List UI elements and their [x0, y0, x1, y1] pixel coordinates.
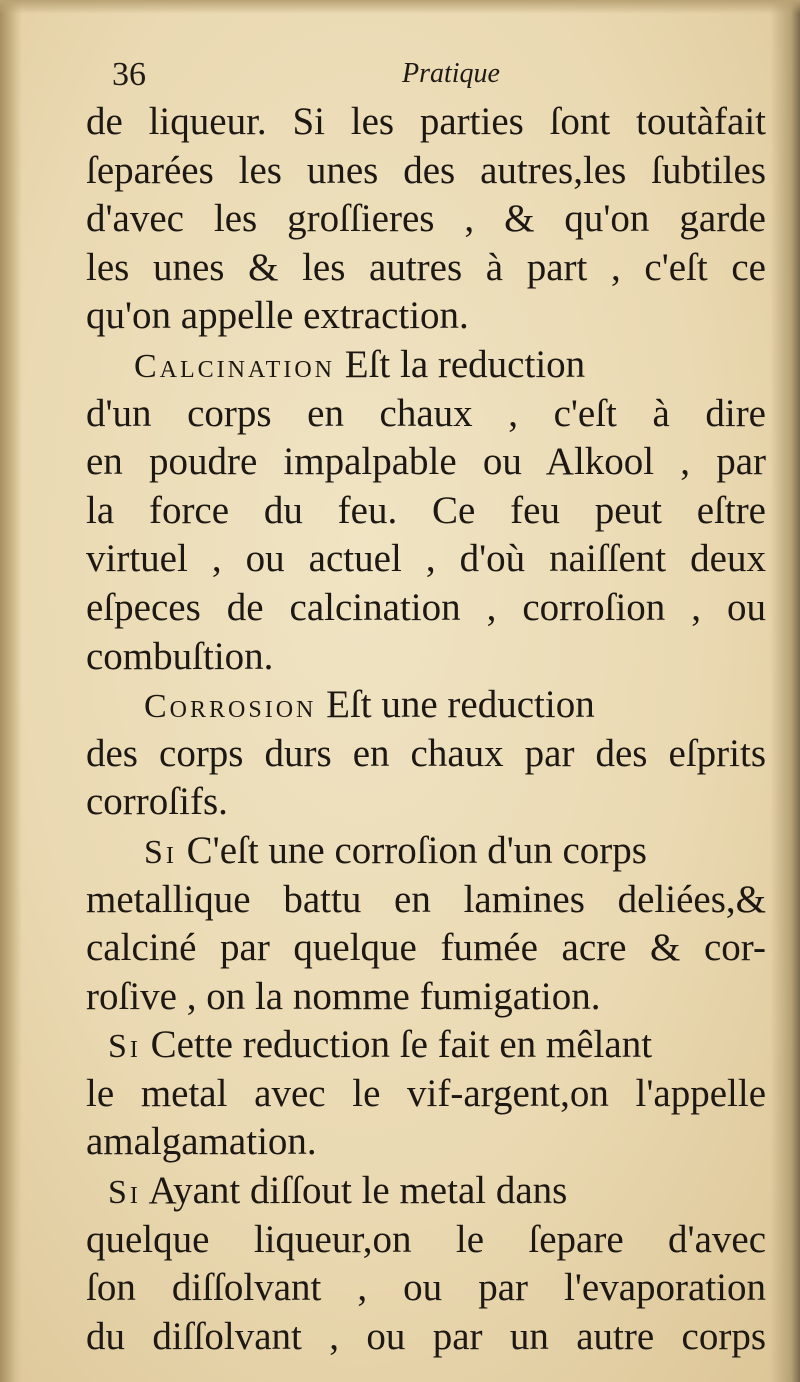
text-line: qu'on appelle extraction. [86, 294, 469, 338]
text-line: la force du feu. Ce feu peut eſtre [86, 488, 766, 532]
text-line: metallique battu en lamines deliées,& [86, 877, 766, 921]
paragraph-first-line [86, 341, 766, 390]
text-line: Eſt une reduction [316, 683, 595, 727]
text-line: eſpeces de calcination , corroſion , ou [86, 585, 766, 629]
paragraph-first-line [86, 1021, 766, 1070]
text-line: d'avec les groſſieres , & qu'on garde [86, 197, 766, 241]
text-line: du diſſolvant , ou par un autre corps [86, 1314, 766, 1358]
text-line: virtuel , ou actuel , d'où naiſſent deux [86, 537, 766, 581]
page-top-edge [0, 0, 800, 14]
text-line: amalgamation. [86, 1120, 317, 1164]
text-line: Ayant diſſout le metal dans [140, 1169, 568, 1213]
paragraph-first-line [86, 1167, 766, 1216]
term-corrosion: Corrosion [144, 688, 317, 726]
page-gutter-shadow [0, 0, 22, 1382]
text-line: Eſt la reduction [335, 342, 586, 386]
term-si: Si [108, 1174, 141, 1212]
page-edge-shadow [770, 0, 800, 1382]
text-line: en poudre impalpable ou Alkool , par [86, 440, 766, 484]
term-calcination: Calcination [134, 347, 335, 385]
paragraph-first-line [86, 681, 766, 730]
text-line: ſeparées les unes des autres,les ſubtiles [86, 148, 766, 192]
text-line: calciné par quelque fumée acre & cor- [86, 926, 766, 970]
text-line: roſive , on la nomme fumigation. [86, 974, 601, 1018]
text-line: ſon diſſolvant , ou par l'evaporation [86, 1266, 766, 1310]
paragraph-first-line [86, 827, 766, 876]
text-line: d'un corps en chaux , c'eſt à dire [86, 391, 766, 435]
text-line: quelque liqueur,on le ſepare d'avec [86, 1217, 766, 1261]
text-line: les unes & les autres à part , c'eſt ce [86, 245, 766, 289]
text-line: corroſifs. [86, 780, 228, 824]
page-header [112, 56, 762, 100]
text-line: le metal avec le vif-argent,on l'appelle [86, 1071, 766, 1115]
running-title: Pratique [402, 58, 500, 89]
text-line: des corps durs en chaux par des eſprits [86, 731, 766, 775]
term-si: Si [144, 833, 177, 871]
text-line: combuſtion. [86, 634, 274, 678]
page-number: 36 [112, 56, 146, 93]
text-line: de liqueur. Si les parties ſont toutàfait [86, 100, 766, 143]
term-si: Si [108, 1028, 141, 1066]
text-line: Cette reduction ſe fait en mêlant [140, 1023, 653, 1067]
page-body [86, 98, 766, 1361]
text-line: C'eſt une corroſion d'un corps [176, 828, 647, 872]
